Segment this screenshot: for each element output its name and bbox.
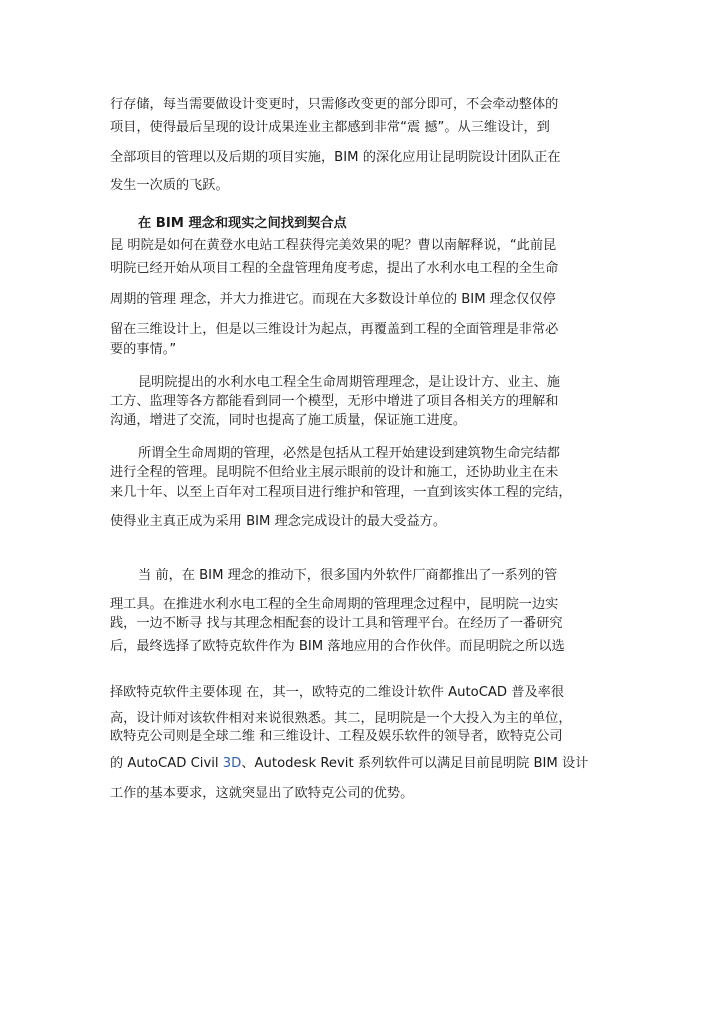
paragraph-line: 发生一次质的飞跃。 (110, 178, 229, 193)
paragraph-line: 昆 明院是如何在黄登水电站工程获得完美效果的呢？曹以南解释说，“此前昆 (110, 238, 557, 253)
paragraph-line: 践，一边不断寻 找与其理念相配套的设计工具和管理平台。在经历了一番研究 (110, 616, 563, 631)
paragraph-line: 行存储，每当需要做设计变更时，只需修改变更的部分即可，不会牵动整体的 (110, 97, 559, 112)
text-segment: 、Autodesk Revit 系列软件可以满足目前昆明院 BIM 设计 (241, 756, 589, 771)
paragraph-line: 工方、监理等各方都能看到同一个模型，无形中增进了项目各相关方的理解和 (110, 394, 559, 409)
paragraph-line: 择欧特克软件主要体现 在，其一，欧特克的二维设计软件 AutoCAD 普及率很 (110, 685, 565, 700)
text-segment: 的 AutoCAD Civil (110, 756, 223, 771)
paragraph-line: 沟通，增进了交流，同时也提高了施工质量，保证施工进度。 (110, 413, 467, 428)
paragraph-line: 要的事情。” (110, 342, 177, 357)
paragraph-line: 欧特克公司则是全球二维 和三维设计、工程及娱乐软件的领导者，欧特克公司 (110, 729, 563, 744)
paragraph-line: 工作的基本要求，这就突显出了欧特克公司的优势。 (110, 786, 414, 801)
highlighted-text: 3D (222, 756, 242, 771)
paragraph-line: 项目，使得最后呈现的设计成果连业主都感到非常“震 撼”。从三维设计，到 (110, 120, 550, 135)
paragraph-line: 理工具。在推进水利水电工程的全生命周期的管理理念过程中，昆明院一边实 (110, 597, 559, 612)
paragraph-line (110, 755, 615, 773)
paragraph-line: 使得业主真正成为采用 BIM 理念完成设计的最大受益方。 (110, 514, 447, 529)
paragraph-line: 进行全程的管理。昆明院不但给业主展示眼前的设计和施工，还协助业主在未 (110, 465, 559, 480)
paragraph-line: 当 前，在 BIM 理念的推动下，很多国内外软件厂商都推出了一系列的管 (138, 568, 558, 583)
paragraph-line: 后，最终选择了欧特克软件作为 BIM 落地应用的合作伙伴。而昆明院之所以选 (110, 639, 565, 654)
paragraph-line: 全部项目的管理以及后期的项目实施，BIM 的深化应用让昆明院设计团队正在 (110, 150, 561, 165)
paragraph-line: 明院已经开始从项目工程的全盘管理角度考虑，提出了水利水电工程的全生命 (110, 261, 559, 276)
paragraph-line: 所谓全生命周期的管理，必然是包括从工程开始建设到建筑物生命完结都 (138, 446, 560, 461)
section-heading: 在 BIM 理念和现实之间找到契合点 (138, 216, 347, 231)
paragraph-line: 留在三维设计上，但是以三维设计为起点，再覆盖到工程的全面管理是非常必 (110, 322, 559, 337)
paragraph-line: 高，设计师对该软件相对来说很熟悉。其二，昆明院是一个大投入为主的单位， (110, 711, 572, 726)
paragraph-line: 来几十年、以至上百年对工程项目进行维护和管理，一直到该实体工程的完结， (110, 485, 572, 500)
paragraph-line: 周期的管理 理念，并大力推进它。而现在大多数设计单位的 BIM 理念仅仅停 (110, 292, 556, 307)
paragraph-line: 昆明院提出的水利水电工程全生命周期管理理念，是让设计方、业主、施 (138, 375, 560, 390)
